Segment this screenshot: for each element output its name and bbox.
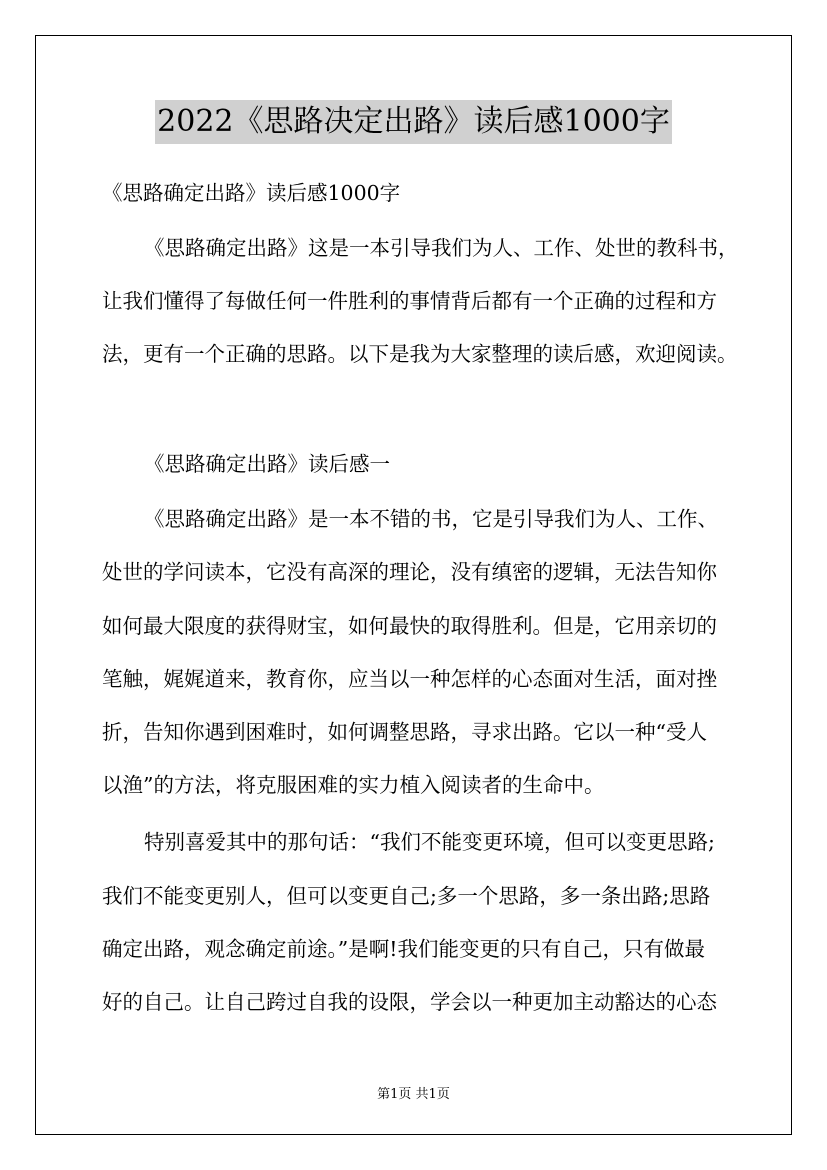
- paragraph-2-line-4: 笔触，娓娓道来，教育你，应当以一种怎样的心态面对生活，面对挫: [102, 667, 717, 691]
- paragraph-3-line-3: 确定出路，观念确定前途。”是啊!我们能变更的只有自己，只有做最: [102, 937, 705, 961]
- paragraph-1-line-1: 《思路确定出路》这是一本引导我们为人、工作、处世的教科书，: [144, 236, 739, 260]
- paragraph-2-line-3: 如何最大限度的获得财宝，如何最快的取得胜利。但是，它用亲切的: [102, 614, 717, 638]
- title-container: [0, 100, 827, 144]
- paragraph-2-line-2: 处世的学问读本，它没有高深的理论，没有缜密的逻辑，无法告知你: [102, 560, 717, 584]
- section-heading: 《思路确定出路》读后感一: [144, 452, 390, 476]
- paragraph-1-line-2: 让我们懂得了每做任何一件胜利的事情背后都有一个正确的过程和方: [102, 289, 717, 313]
- document-subtitle: 《思路确定出路》读后感1000字: [102, 181, 401, 205]
- paragraph-3-line-4: 好的自己。让自己跨过自我的设限，学会以一种更加主动豁达的心态: [102, 990, 717, 1014]
- document-title: 2022《思路决定出路》读后感1000字: [155, 100, 672, 144]
- paragraph-2-line-1: 《思路确定出路》是一本不错的书，它是引导我们为人、工作、: [144, 507, 718, 531]
- paragraph-1-line-3: 法，更有一个正确的思路。以下是我为大家整理的读后感，欢迎阅读。: [102, 342, 738, 366]
- paragraph-3-line-1: 特别喜爱其中的那句话：“我们不能变更环境，但可以变更思路;: [144, 830, 715, 854]
- paragraph-2-line-5: 折，告知你遇到困难时，如何调整思路，寻求出路。它以一种“受人: [102, 720, 707, 744]
- paragraph-2-line-6: 以渔”的方法，将克服困难的实力植入阅读者的生命中。: [102, 773, 605, 797]
- page-footer: 第1页 共1页: [377, 1087, 450, 1102]
- paragraph-3-line-2: 我们不能变更别人，但可以变更自己;多一个思路，多一条出路;思路: [102, 884, 711, 908]
